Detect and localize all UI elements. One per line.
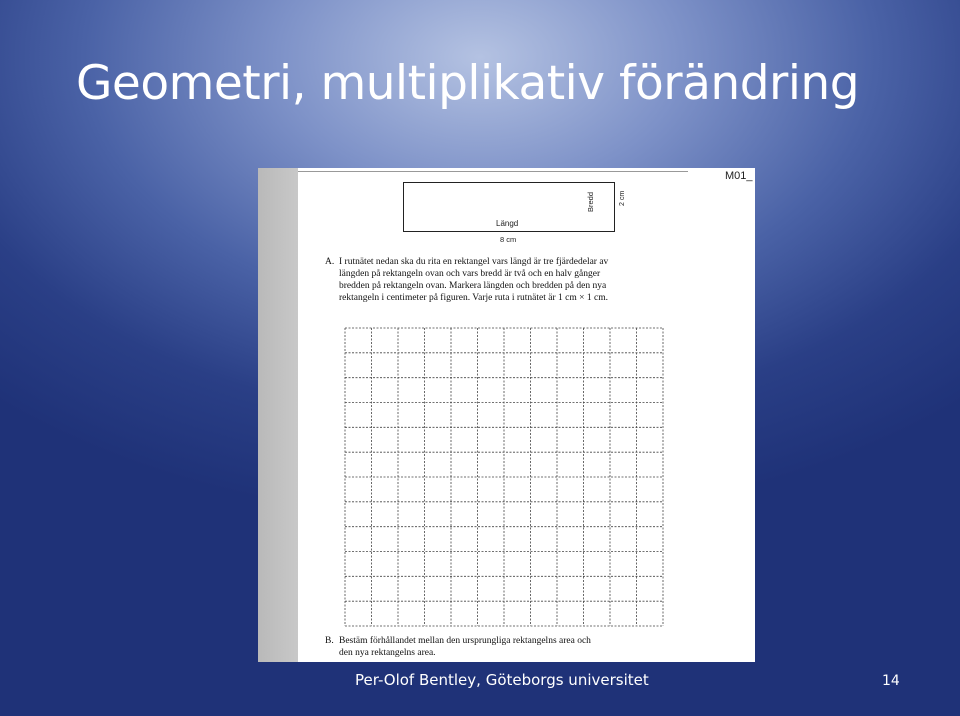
- width-label: Bredd: [586, 191, 595, 212]
- slide-title: Geometri, multiplikativ förändring: [76, 56, 860, 111]
- task-a-line: bredden på rektangeln ovan. Markera längden och bredden på den nya: [339, 281, 607, 291]
- length-label: Längd: [496, 219, 519, 228]
- task-a-line: längden på rektangeln ovan och vars bredd är två och en halv gånger: [339, 269, 601, 279]
- worksheet-header-line: [298, 171, 688, 172]
- task-a-line: rektangeln i centimeter på figuren. Varje ruta i rutnätet är 1 cm × 1 cm.: [339, 293, 608, 303]
- answer-grid[interactable]: [344, 327, 664, 627]
- task-a-text: [339, 256, 745, 304]
- footer-author: Per-Olof Bentley, Göteborgs universitet: [355, 671, 649, 689]
- task-a: [325, 256, 745, 304]
- task-b-line: den nya rektangelns area.: [339, 648, 436, 658]
- length-value: 8 cm: [500, 235, 517, 244]
- page-number: 14: [882, 673, 900, 689]
- worksheet-code: M01_: [725, 170, 753, 182]
- task-b-letter: B.: [325, 636, 334, 646]
- task-b-text: [339, 635, 745, 659]
- task-a-line: I rutnätet nedan ska du rita en rektangel vars längd är tre fjärdedelar av: [339, 257, 609, 267]
- task-b-line: Bestäm förhållandet mellan den ursprungliga rektangelns area och: [339, 636, 591, 646]
- task-a-letter: A.: [325, 257, 335, 267]
- width-value: 2 cm: [619, 190, 626, 206]
- worksheet-margin-bar: [258, 168, 298, 662]
- worksheet-image: [258, 168, 755, 662]
- task-b: [325, 635, 745, 659]
